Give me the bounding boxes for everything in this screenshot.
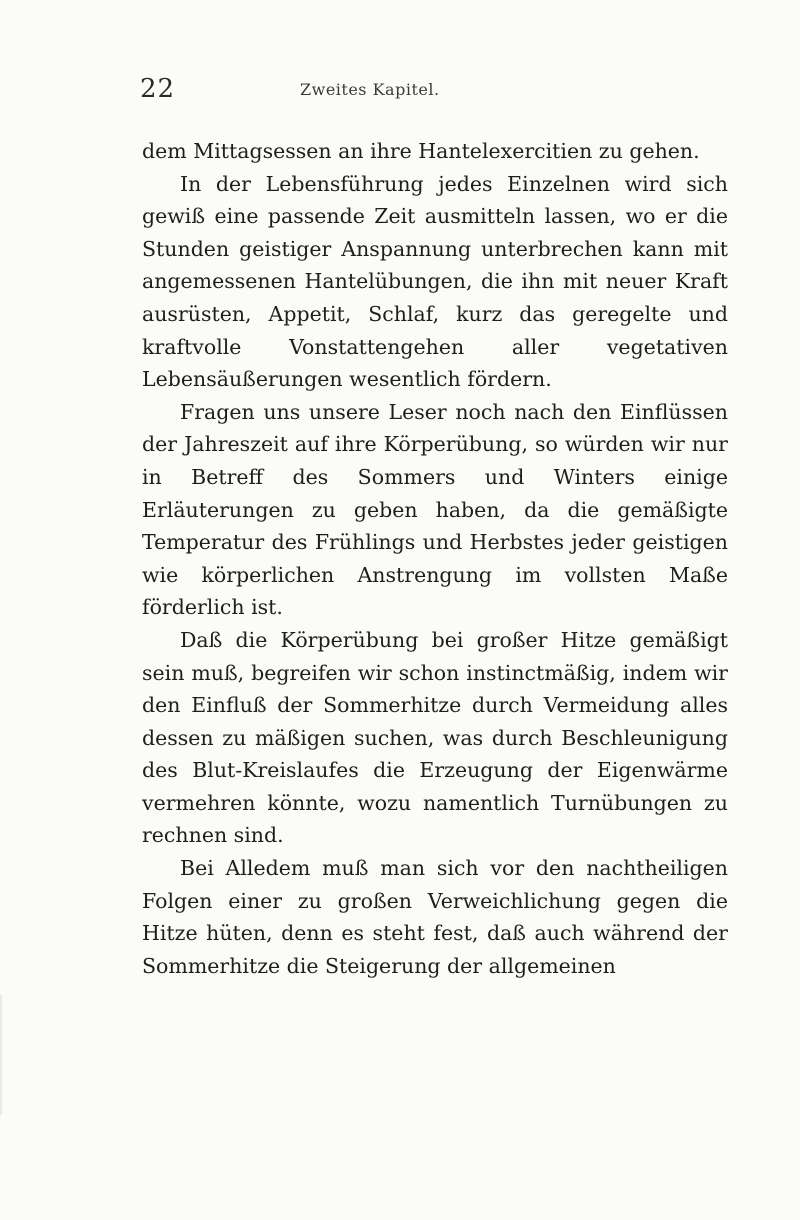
page-number: 22 — [140, 74, 176, 104]
running-head: Zweites Kapitel. — [300, 80, 440, 99]
paragraph: Fragen uns unsere Leser noch nach den Einflüssen der Jahreszeit auf ihre Körperübung, so würden wir nur in Betreff des Sommers und Winters einige Erläuterungen zu geben haben, da die gemäßigte Temperatur des Frühlings und Herbstes jeder geistigen wie körperlichen Anstrengung im vollsten Maße förderlich ist. — [142, 399, 728, 620]
paragraph: Bei Alledem muß man sich vor den nachtheiligen Folgen einer zu großen Verweichlichung gegen die Hitze hüten, denn es steht fest, daß auch während der Sommerhitze die Steigerung der allgemeinen — [142, 856, 728, 978]
body-text — [142, 135, 728, 982]
paragraph: In der Lebensführung jedes Einzelnen wird sich gewiß eine passende Zeit ausmitteln lassen, wo er die Stunden geistiger Anspannung unterbrechen kann mit angemessenen Hantelübungen, die ihn mit neuer Kraft ausrüsten, Appetit, Schlaf, kurz das geregelte und kraftvolle Vonstattengehen aller vegetativen Lebensäußerungen wesentlich fördern. — [142, 171, 728, 392]
paragraph-continuation: dem Mittagsessen an ihre Hantelexercitien zu gehen. — [142, 139, 700, 163]
page-header — [140, 74, 740, 114]
paragraph: Daß die Körperübung bei großer Hitze gemäßigt sein muß, begreifen wir schon instinctmäßig, indem wir den Einfluß der Sommerhitze durch Vermeidung alles dessen zu mäßigen suchen, was durch Beschleunigung des Blut-Kreislaufes die Erzeugung der Eigenwärme vermehren könnte, wozu namentlich Turnübungen zu rechnen sind. — [142, 627, 728, 848]
page-edge-shadow — [0, 995, 2, 1115]
